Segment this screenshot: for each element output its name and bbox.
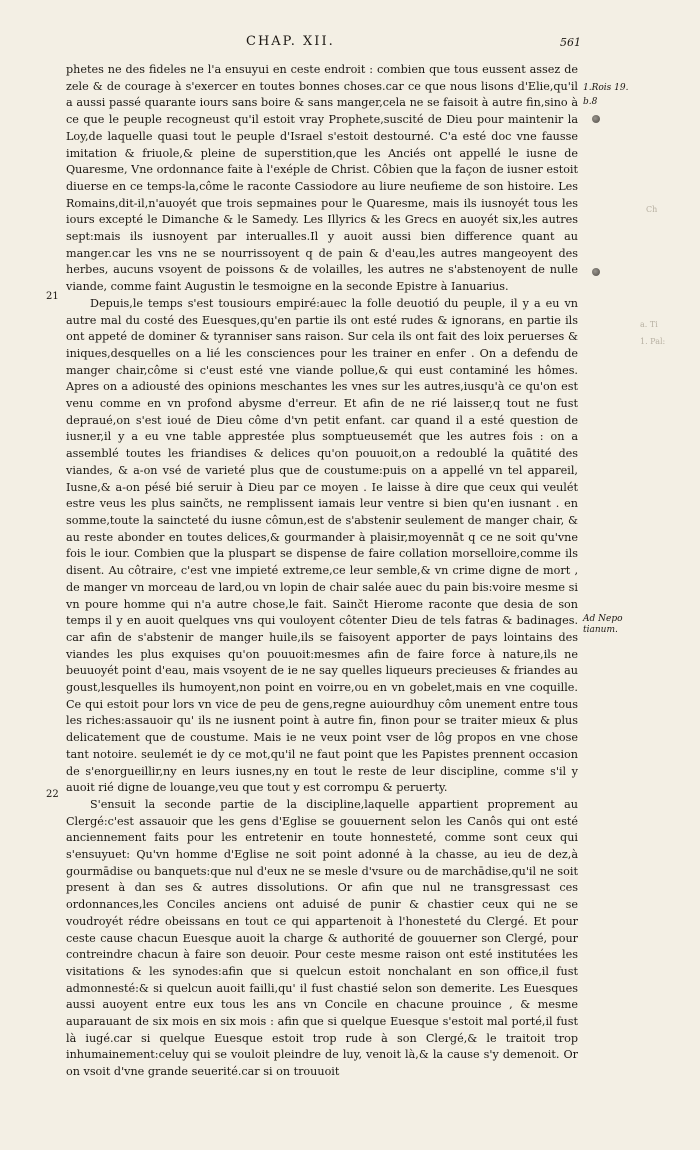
margin-reference-kings-verse: b.8 — [583, 97, 598, 107]
paragraph-number-21: 21 — [46, 291, 59, 302]
body-paragraph-21: Depuis,le temps s'est tousiours empiré:auec la folle deuotió du peuple, il y a eu vn autre mal du costé des Euesques,qu'en partie ils ont esté rudes & ignorans, en partie ils ont appeté de dominer & tyranniser sans raison. Sur cela ils ont fait des loix peruerses & iniques,desquelles on a lié les consciences pour les trainer en enfer . On a defendu de manger chair,côme si c'eust esté vne viande pollue,& qui eust contaminé les hômes. Apres on a adiousté des opinions meschantes les vnes sur les autres,iusqu'à ce qu'on est venu comme en vn profond abysme d'erreur. Et afin de ne rié laisser,q tout ne fust depraué,on s'est ioué de Dieu côme d'vn petit enfant. car quand il a esté question de iusner,il y a eu vne table apprestée plus somptueusemét que les autres fois : on a assemblé toutes les friandises & delices qu'on pouuoit,on a redoublé la quātité des viandes, & a-on vsé de varieté plus que de coustume:puis on a appellé vn tel appareil, Iusne,& a-on pésé bié seruir à Dieu par ce moyen . Ie laisse à dire que ceux qui veulét estre veus les plus sainčts, ne remplissent iamais leur ventre si bien qu'en iusnant . en somme,toute la saincteté du iusne cômun,est de s'abstenir seulement de manger chair, & au reste abonder en toutes delices,& gourmander à plaisir,moyennāt q ce ne soit qu'vne fois le iour. Combien que la pluspart se dispense de faire collation morselloire,comme ils disent. Au côtraire, c'est vne impieté extreme,ce leur semble,& vn crime digne de mort , de manger vn morceau de lard,ou vn lopin de chair salée auec du pain bis:voire mesme si vn poure homme qui n'a autre chose,le fait. Sainčt Hierome raconte que desia de son temps il y en auoit quelques vns qui vouloyent côtenter Dieu de tels fatras & badinages. car afin de s'abstenir de manger huile,ils se faisoyent apporter de pays lointains des viandes les plus exquises qu'on pouuoit:mesmes afin de faire force à nature,ils ne beuuoyét point d'eau, mais vsoyent de ie ne say quelles liqueurs precieuses & friandes au goust,lesquelles ils humoyent,non point en voirre,ou en vn gobelet,mais en vne coquille. Ce qui estoit pour lors vn vice de peu de gens,regne auiourdhuy côm unement entre tous les riches:assauoir qu' ils ne iusnent point à autre fin, finon pour se traiter mieux & plus delicatement que de coustume. Mais ie ne veux point vser de lôg propos en vne chose tant notoire. seulemét ie dy ce mot,qu'il ne faut point que les Papistes prennent occasion de s'enorgueillir,ny en leurs iusnes,ny en tout le reste de leur discipline, comme s'il y auoit rié digne de louange,veu que tout y est corrompu & peruerty. — [66, 296, 578, 795]
body-paragraph-continued: phetes ne des fideles ne l'a ensuyui en ceste endroit : combien que tous eussent assez de zele & de courage à s'exercer en toutes bonnes choses.car ce que nous lisons d'Elie,qu'il a aussi passé quarante iours sans boire & sans manger,cela ne se faisoit à autre fin,sino à ce que le peuple recogneust qu'il estoit vray Prophete,suscité de Dieu pour maintenir la Loy,de laquelle quasi tout le peuple d'Israel s'estoit destourné. C'a esté doc vne fausse imitation & friuole,& pleine de superstition,que les Anciés ont appellé le iusne de Quaresme, Vne ordonnance faite à l'exéple de Christ. Côbien que la façon de iusner estoit diuerse en ce temps-la,côme le raconte Cassiodore au liure neufieme de son histoire. Les Romains,dit-il,n'auoyét que trois sepmaines pour le Quaresme, mais ils iusnoyét tous les iours excepté le Dimanche & le Samedy. Les Illyrics & les Grecs en auoyét six,les autres sept:mais ils iusnoyent par interualles.Il y auoit aussi bien difference quant au manger.car les vns ne se nourrissoyent q de pain & d'eau,les autres mangeoyent des herbes, aucuns vsoyent de poissons & de volailles, les autres ne s'abstenoyent de nulle viande, comme faint Augustin le tesmoigne en la seconde Epistre à Ianuarius. — [66, 63, 578, 294]
binding-hole-mark — [592, 268, 600, 276]
binding-hole-mark — [592, 115, 600, 123]
body-paragraph-22: S'ensuit la seconde partie de la discipline,laquelle appartient proprement au Clergé:c'est assauoir que les gens d'Eglise se gouuernent selon les Canôs qui ont esté anciennement faits pour les entretenir en toute honnesteté, comme sont ceux qui s'ensuyuet: Qu'vn homme d'Eglise ne soit point adonné à la chasse, au ieu de dez,à gourmādise ou banquets:que nul d'eux ne se mesle d'vsure ou de marchādise,qu'il ne soit present à dan ses & autres dissolutions. Or afin que nul ne transgressast ces ordonnances,les Conciles anciens ont aduisé de punir & chastier ceux qui ne se voudroyét rédre obeissans en tout ce qui appartenoit à l'honesteté du Clergé. Et pour ceste cause chacun Euesque auoit la charge & authorité de gouuerner son Clergé, pour contreindre chacun à faire son deuoir. Pour ceste mesme raison ont esté institutées les visitations & les synodes:afin que si quelcun estoit nonchalant en son office,il fust admonnesté:& si quelcun auoit failli,qu' il fust chastié selon son demerite. Les Euesques aussi auoyent entre eux tous les ans vn Concile en chacune prouince , & mesme auparauant de six mois en six mois : afin que si quelque Euesque s'estoit mal porté,il fust là iugé.car si quelque Euesque estoit trop rude à son Clergé,& le traitoit trop inhumainement:celuy qui se vouloit pleindre de luy, venoit là,& la cause s'y demenoit. Or on vsoit d'vne grande seuerité.car si on trouuoit — [66, 797, 578, 1079]
running-head — [0, 34, 700, 54]
margin-reference-nepotianum: Ad Nepo tianum. — [583, 614, 623, 635]
chapter-heading: CHAP. XII. — [246, 34, 335, 49]
show-through-text: 1. Pal: — [640, 337, 666, 346]
paragraph-number-22: 22 — [46, 789, 59, 800]
margin-reference-kings: 1.Rois 19. — [583, 83, 629, 93]
show-through-text: a. Ti — [640, 320, 658, 329]
page-number: 561 — [560, 36, 581, 49]
show-through-text: Ch — [646, 205, 658, 214]
page-body — [66, 62, 578, 1081]
